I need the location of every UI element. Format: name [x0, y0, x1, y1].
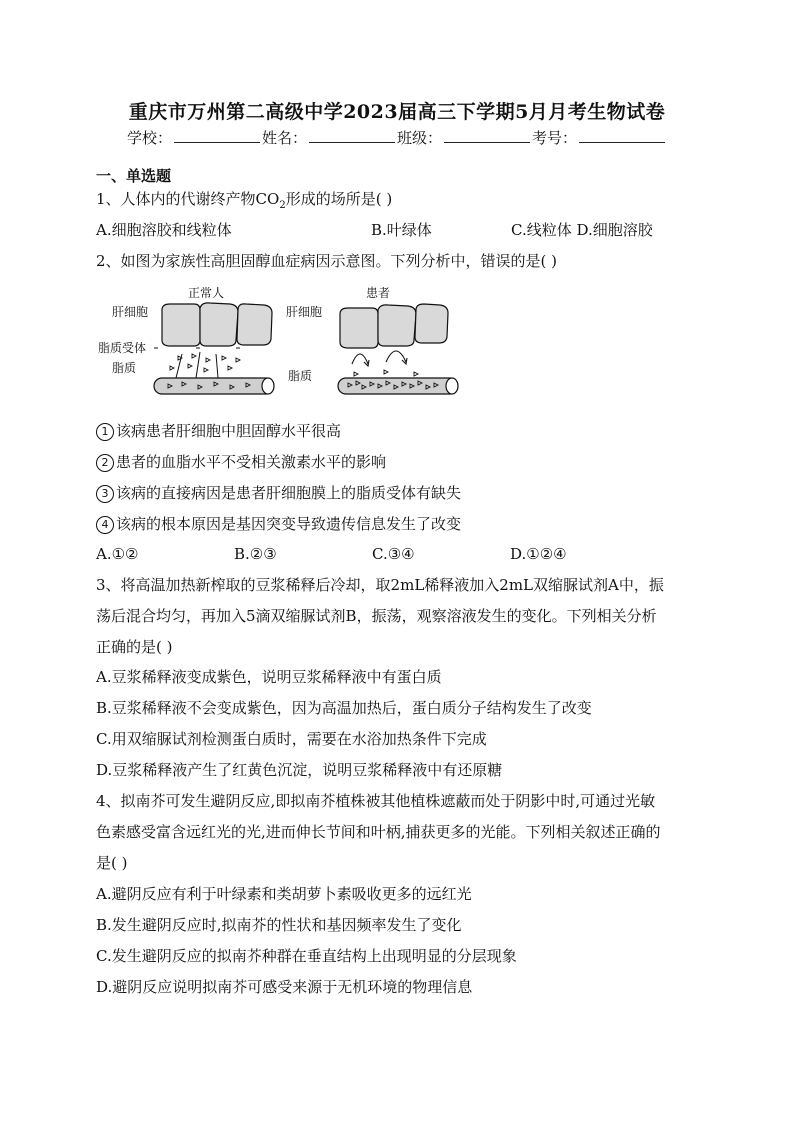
page-title: 重庆市万州第二高级中学2023届高三下学期5月月考生物试卷: [128, 101, 666, 123]
q4-stem-line-1: 4、拟南芥可发生避阴反应,即拟南芥植株被其他植株遮蔽而处于阴影中时,可通过光敏: [96, 792, 656, 810]
q4-stem-line-3: 是( ): [96, 854, 128, 872]
q1-stem: 1、人体内的代谢终产物$CO_2$形成的场所是( ): [96, 190, 393, 211]
q3-stem-line-3: 正确的是( ): [96, 638, 173, 656]
label-lipid-left: 脂质: [112, 361, 137, 375]
arrows-patient: [352, 351, 407, 366]
cholesterol-diagram: [96, 282, 466, 412]
school-blank[interactable]: [174, 128, 260, 143]
q4-option-b[interactable]: B.发生避阴反应时,拟南芥的性状和基因频率发生了变化: [96, 916, 462, 934]
q2-statement-4: 4 该病的根本原因是基因突变导致遗传信息发生了改变: [96, 514, 461, 534]
label-patient: 患者: [366, 286, 391, 300]
q1-option-b[interactable]: B.叶绿体: [371, 221, 432, 239]
lipid-dots-normal: [170, 354, 240, 372]
q1-option-a[interactable]: A.细胞溶胶和线粒体: [96, 221, 232, 239]
q2-option-c[interactable]: C.③④: [372, 545, 415, 563]
hepatocytes-normal: [162, 303, 272, 346]
q2-statement-3: 3 该病的直接病因是患者肝细胞膜上的脂质受体有缺失: [96, 483, 461, 503]
exam-no-blank[interactable]: [579, 128, 665, 143]
student-info-row: [0, 127, 794, 148]
q3-option-d[interactable]: D.豆浆稀释液产生了红黄色沉淀，说明豆浆稀释液中有还原糖: [96, 761, 503, 779]
q2-option-a[interactable]: A.①②: [96, 545, 139, 563]
q4-option-a[interactable]: A.避阴反应有利于叶绿素和类胡萝卜素吸收更多的远红光: [96, 885, 472, 903]
q2-option-d[interactable]: D.①②④: [510, 545, 567, 563]
q4-option-d[interactable]: D.避阴反应说明拟南芥可感受来源于无机环境的物理信息: [96, 978, 473, 996]
q3-option-b[interactable]: B.豆浆稀释液不会变成紫色，因为高温加热后，蛋白质分子结构发生了改变: [96, 699, 592, 717]
q3-stem-line-2: 荡后混合均匀，再加入5滴双缩脲试剂B，振荡，观察溶液发生的变化。下列相关分析: [96, 607, 657, 625]
q4-stem-line-2: 色素感受富含远红光的光,进而伸长节间和叶柄,捕获更多的光能。下列相关叙述正确的: [96, 823, 661, 841]
class-blank[interactable]: [444, 128, 530, 143]
section-heading: 一、单选题: [96, 167, 172, 185]
q2-option-b[interactable]: B.②③: [234, 545, 277, 563]
blood-vessel-normal: [154, 378, 274, 394]
name-blank[interactable]: [309, 128, 395, 143]
class-label: 班级：: [397, 129, 443, 147]
q4-option-c[interactable]: C.发生避阴反应的拟南芥种群在垂直结构上出现明显的分层现象: [96, 947, 517, 965]
label-hepatocyte-right: 肝细胞: [286, 305, 323, 319]
q3-stem-line-1: 3、将高温加热新榨取的豆浆稀释后冷却，取2mL稀释液加入2mL双缩脲试剂A中，振: [96, 576, 664, 594]
q2-statement-2: 2 患者的血脂水平不受相关激素水平的影响: [96, 452, 386, 472]
q3-option-a[interactable]: A.豆浆稀释液变成紫色，说明豆浆稀释液中有蛋白质: [96, 668, 442, 686]
hepatocytes-patient: [340, 304, 448, 348]
blood-vessel-patient: [338, 370, 458, 394]
label-lipid-right: 脂质: [288, 369, 313, 383]
q2-stem: 2、如图为家族性高胆固醇血症病因示意图。下列分析中，错误的是( ): [96, 252, 558, 270]
name-label: 姓名：: [261, 129, 307, 147]
school-label: 学校：: [126, 129, 172, 147]
exam-no-label: 考号：: [532, 129, 578, 147]
q2-statement-1: 1 该病患者肝细胞中胆固醇水平很高: [96, 421, 341, 441]
arrows-normal: [176, 352, 218, 378]
label-normal: 正常人: [188, 286, 225, 300]
label-hepatocyte-left: 肝细胞: [112, 305, 149, 319]
q3-option-c[interactable]: C.用双缩脲试剂检测蛋白质时，需要在水浴加热条件下完成: [96, 730, 487, 748]
q1-option-cd[interactable]: C.线粒体 D.细胞溶胶: [511, 221, 653, 239]
label-receptor: 脂质受体: [98, 341, 147, 355]
